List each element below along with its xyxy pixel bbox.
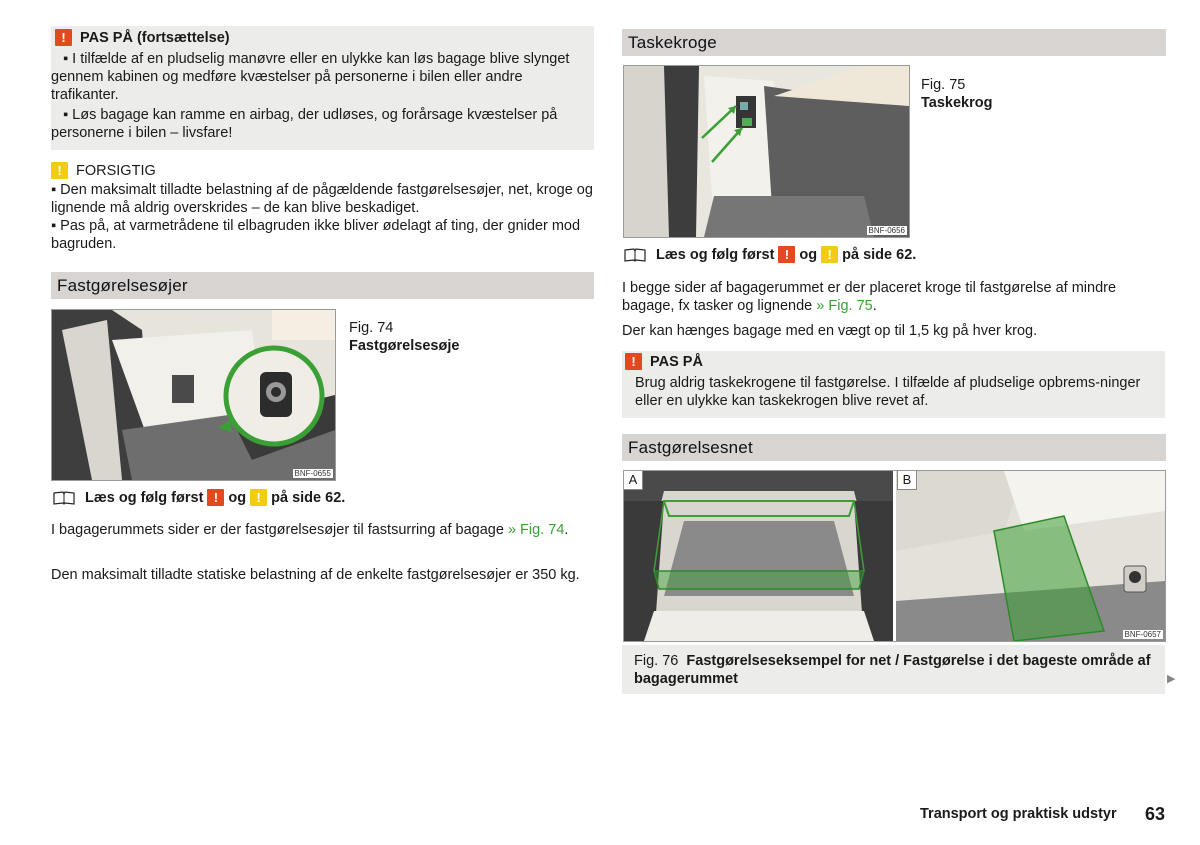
caution-bullet-2: ▪ Pas på, at varmetrådene til elbagruden ikke bliver ødelagt af ting, der gnider mod bagruden. bbox=[51, 218, 581, 252]
caution-title-row bbox=[51, 162, 594, 179]
warning-title-row bbox=[625, 353, 703, 370]
figure-75-code: BNF-0656 bbox=[868, 226, 905, 235]
warning-icon: ! bbox=[55, 29, 72, 46]
figure-75-image bbox=[623, 65, 910, 238]
caution-bullet-1: ▪ Den maksimalt tilladte belastning af de pågældende fastgørelsesøjer, net, kroge og lignende må aldrig overskrides – de kan blive beskadiget. bbox=[51, 182, 593, 216]
cargo-net-illustration bbox=[624, 471, 1165, 641]
section-heading-fastgorelsesnet: Fastgørelsesnet bbox=[622, 434, 1166, 461]
page-number: 63 bbox=[1145, 804, 1166, 824]
panel-b-label: B bbox=[897, 471, 917, 490]
figure-76-code: BNF-0657 bbox=[1124, 630, 1161, 639]
warning-title: PAS PÅ bbox=[650, 353, 703, 370]
book-icon bbox=[624, 248, 646, 262]
caution-block bbox=[51, 162, 594, 253]
figure-76-title: Fastgørelseseksempel for net / Fastgørelse i det bageste område af bagagerummet bbox=[634, 653, 1151, 687]
bag-hook-illustration bbox=[624, 66, 909, 237]
figure-74-code: BNF-0655 bbox=[294, 469, 331, 478]
figure-75-label: Fig. 75 bbox=[921, 77, 966, 93]
section-heading-taskekroge: Taskekroge bbox=[622, 29, 1166, 56]
figure-76-image bbox=[623, 470, 1166, 642]
caution-icon: ! bbox=[51, 162, 68, 179]
book-icon bbox=[53, 491, 75, 505]
figure-74-label: Fig. 74 bbox=[349, 320, 394, 336]
warning-icon: ! bbox=[778, 246, 795, 263]
warning-icon: ! bbox=[625, 353, 642, 370]
warning-title: PAS PÅ (fortsættelse) bbox=[80, 29, 230, 46]
caution-title: FORSIGTIG bbox=[76, 162, 156, 179]
caution-icon: ! bbox=[250, 489, 267, 506]
warning-icon: ! bbox=[207, 489, 224, 506]
figure-75-caption bbox=[921, 76, 992, 112]
paragraph-bag-hooks: I begge sider af bagagerummet er der placeret kroge til fastgørelse af mindre bagage, fx tasker og lignende » Fig. 75. bbox=[622, 280, 1117, 314]
warning-title-row bbox=[55, 29, 230, 46]
read-first-reference-left: Læs og følg først ! og ! på side 62. bbox=[53, 489, 345, 506]
panel-a-label: A bbox=[624, 471, 643, 490]
figure-74-link[interactable]: » Fig. 74 bbox=[507, 522, 565, 538]
figure-74-image bbox=[51, 309, 336, 481]
warning-box-pas-pa bbox=[622, 351, 1165, 418]
trunk-lashing-eye-illustration bbox=[52, 310, 335, 480]
paragraph-max-load: Den maksimalt tilladte statiske belastning af de enkelte fastgørelsesøjer er 350 kg. bbox=[51, 567, 580, 583]
figure-76-label: Fig. 76 bbox=[634, 653, 679, 669]
read-first-reference-right: Læs og følg først ! og ! på side 62. bbox=[624, 246, 916, 263]
paragraph-lashing-eyes: I bagagerummets sider er der fastgørelsesøjer til fastsurring af bagage » Fig. 74. bbox=[51, 522, 569, 538]
figure-76-caption bbox=[622, 645, 1165, 694]
figure-74-caption bbox=[349, 319, 459, 355]
footer-chapter: Transport og praktisk udstyr bbox=[920, 806, 1117, 822]
continue-arrow-icon: ▶ bbox=[1167, 673, 1176, 685]
figure-74-title: Fastgørelsesøje bbox=[349, 338, 460, 354]
warning-bullet-1: ▪ I tilfælde af en pludselig manøvre eller en ulykke kan løs bagage blive slynget gennem kabinen og medføre kvæstelser på personerne i bilen eller andre trafikanter. bbox=[51, 51, 570, 103]
caution-icon: ! bbox=[821, 246, 838, 263]
paragraph-hook-load: Der kan hænges bagage med en vægt op til 1,5 kg på hver krog. bbox=[622, 323, 1038, 339]
figure-75-title: Taskekrog bbox=[921, 95, 993, 111]
warning-box-continued bbox=[51, 26, 594, 150]
warning-text: Brug aldrig taskekrogene til fastgørelse. I tilfælde af pludselige opbrems-ninger eller en ulykke kan taskekrogen blive revet af. bbox=[635, 375, 1141, 409]
figure-75-link[interactable]: » Fig. 75 bbox=[816, 298, 873, 314]
section-heading-fastgorelsesojer: Fastgørelsesøjer bbox=[51, 272, 594, 299]
warning-bullet-2: ▪ Løs bagage kan ramme en airbag, der udløses, og forårsage kvæstelser på personerne i bilen – livsfare! bbox=[51, 107, 558, 141]
